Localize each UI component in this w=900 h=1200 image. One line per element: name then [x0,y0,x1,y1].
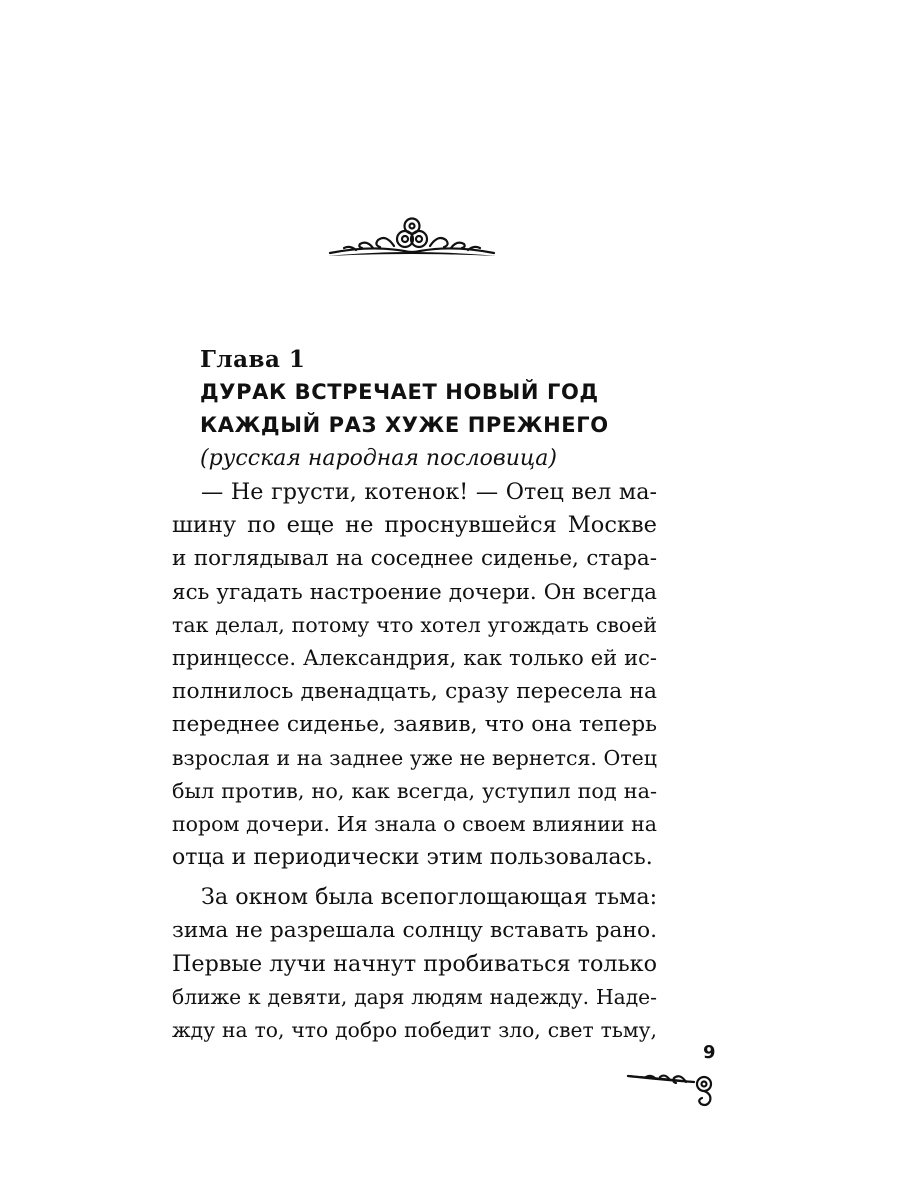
flourish-divider-icon [326,210,498,262]
text-line: полнилось двенадцать, сразу пересела на [172,679,657,705]
text-line: отца и периодически этим пользовалась. [172,845,653,871]
text-line: взрослая и на заднее уже не вернется. Отец [172,745,657,770]
text-line: жду на то, что добро победит зло, свет тьму, [172,1018,657,1042]
text-line: ближе к девяти, даря людям надежду. Наде- [172,984,657,1009]
chapter-title-line: КАЖДЫЙ РАЗ ХУЖЕ ПРЕЖНЕГО [200,413,609,437]
text-line: За окном была всепоглощающая тьма: [201,884,658,911]
text-line: Первые лучи начнут пробиваться только [172,950,657,977]
paragraph [172,476,657,874]
corner-flourish-icon [624,1064,722,1110]
chapter-heading [200,344,670,476]
text-line: был против, но, как всегда, уступил под на- [172,778,657,803]
page-number: 9 [703,1042,716,1063]
chapter-title-line: ДУРАК ВСТРЕЧАЕТ НОВЫЙ ГОД [200,380,599,404]
text-line: и поглядывал на соседнее сиденье, стара- [172,546,657,572]
chapter-epigraph: (русская народная пословица) [200,446,557,471]
text-line: так делал, потому что хотел угождать своей [172,612,657,637]
text-line: принцессе. Александрия, как только ей ис- [172,645,657,670]
text-line: переднее сиденье, заявив, что она теперь [172,712,657,738]
text-line: зима не разрешала солнцу вставать рано. [172,918,657,944]
paragraph [172,881,657,1047]
chapter-number: Глава 1 [200,346,306,373]
text-line: пором дочери. Ия знала о своем влиянии на [172,811,657,836]
body-text [172,476,657,1047]
text-line: шину по еще не проснувшейся Москве [172,512,657,539]
text-line: — Не грусти, котенок! — Отец вел ма- [201,479,657,505]
text-line: ясь угадать настроение дочери. Он всегда [172,579,657,605]
